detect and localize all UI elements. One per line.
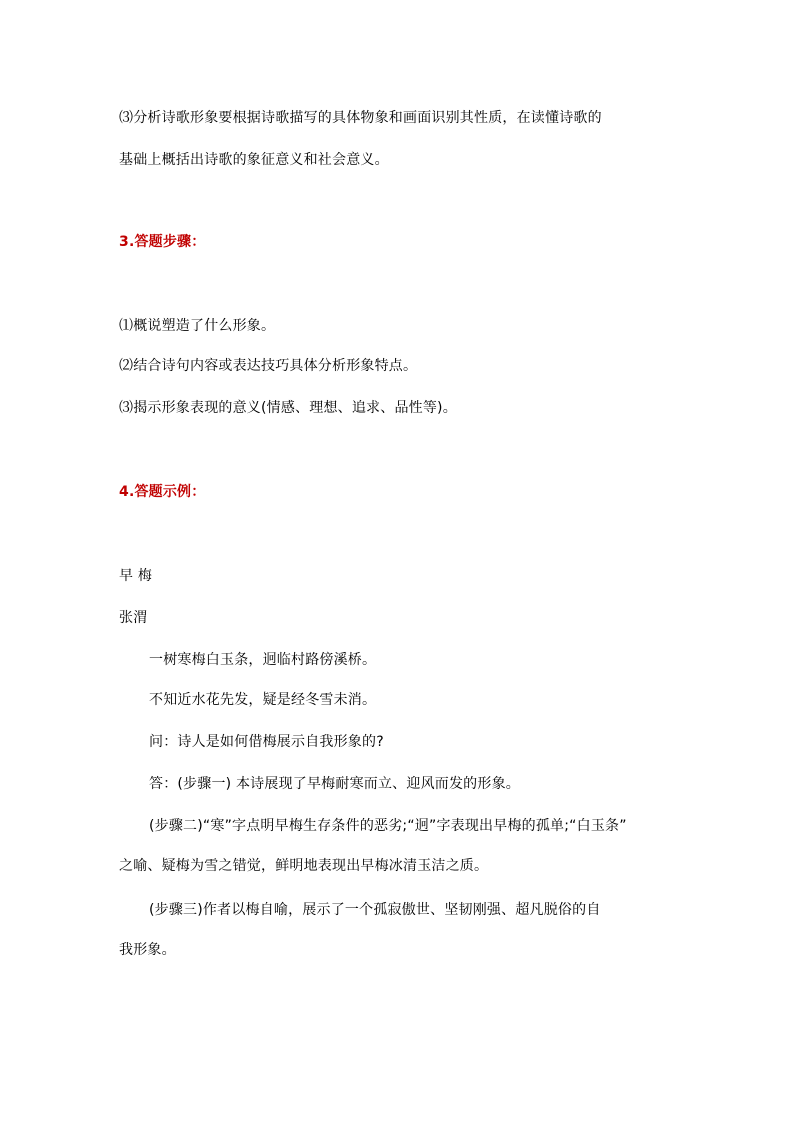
answer-step-3-line-2: 我形象。: [119, 942, 176, 958]
poem-title: 早 梅: [119, 568, 153, 584]
poem-line-1: 一树寒梅白玉条，迥临村路傍溪桥。: [149, 652, 377, 668]
intro-line-2: 基础上概括出诗歌的象征意义和社会意义。: [119, 152, 389, 168]
step-1: ⑴概说塑造了什么形象。: [119, 318, 276, 334]
poem-author: 张渭: [119, 610, 148, 626]
answer-step-2-line-2: 之喻、疑梅为雪之错觉，鲜明地表现出早梅冰清玉洁之质。: [119, 858, 489, 874]
poem-line-2: 不知近水花先发，疑是经冬雪未消。: [149, 692, 377, 708]
answer-step-3-line-1: (步骤三)作者以梅自喻，展示了一个孤寂傲世、坚韧刚强、超凡脱俗的自: [149, 902, 601, 918]
step-3: ⑶揭示形象表现的意义(情感、理想、追求、品性等)。: [119, 400, 457, 416]
answer-step-1: 答：(步骤一) 本诗展现了早梅耐寒而立、迎风而发的形象。: [149, 776, 520, 792]
intro-line-1: ⑶分析诗歌形象要根据诗歌描写的具体物象和画面识别其性质，在读懂诗歌的: [119, 110, 602, 126]
section-3-heading: 3.答题步骤：: [119, 234, 206, 250]
section-4-heading: 4.答题示例：: [119, 484, 206, 500]
answer-step-2-line-1: (步骤二)“寒”字点明早梅生存条件的恶劣;“迥”字表现出早梅的孤单;“白玉条”: [149, 818, 627, 834]
question-text: 问：诗人是如何借梅展示自我形象的?: [149, 734, 384, 750]
step-2: ⑵结合诗句内容或表达技巧具体分析形象特点。: [119, 358, 418, 374]
